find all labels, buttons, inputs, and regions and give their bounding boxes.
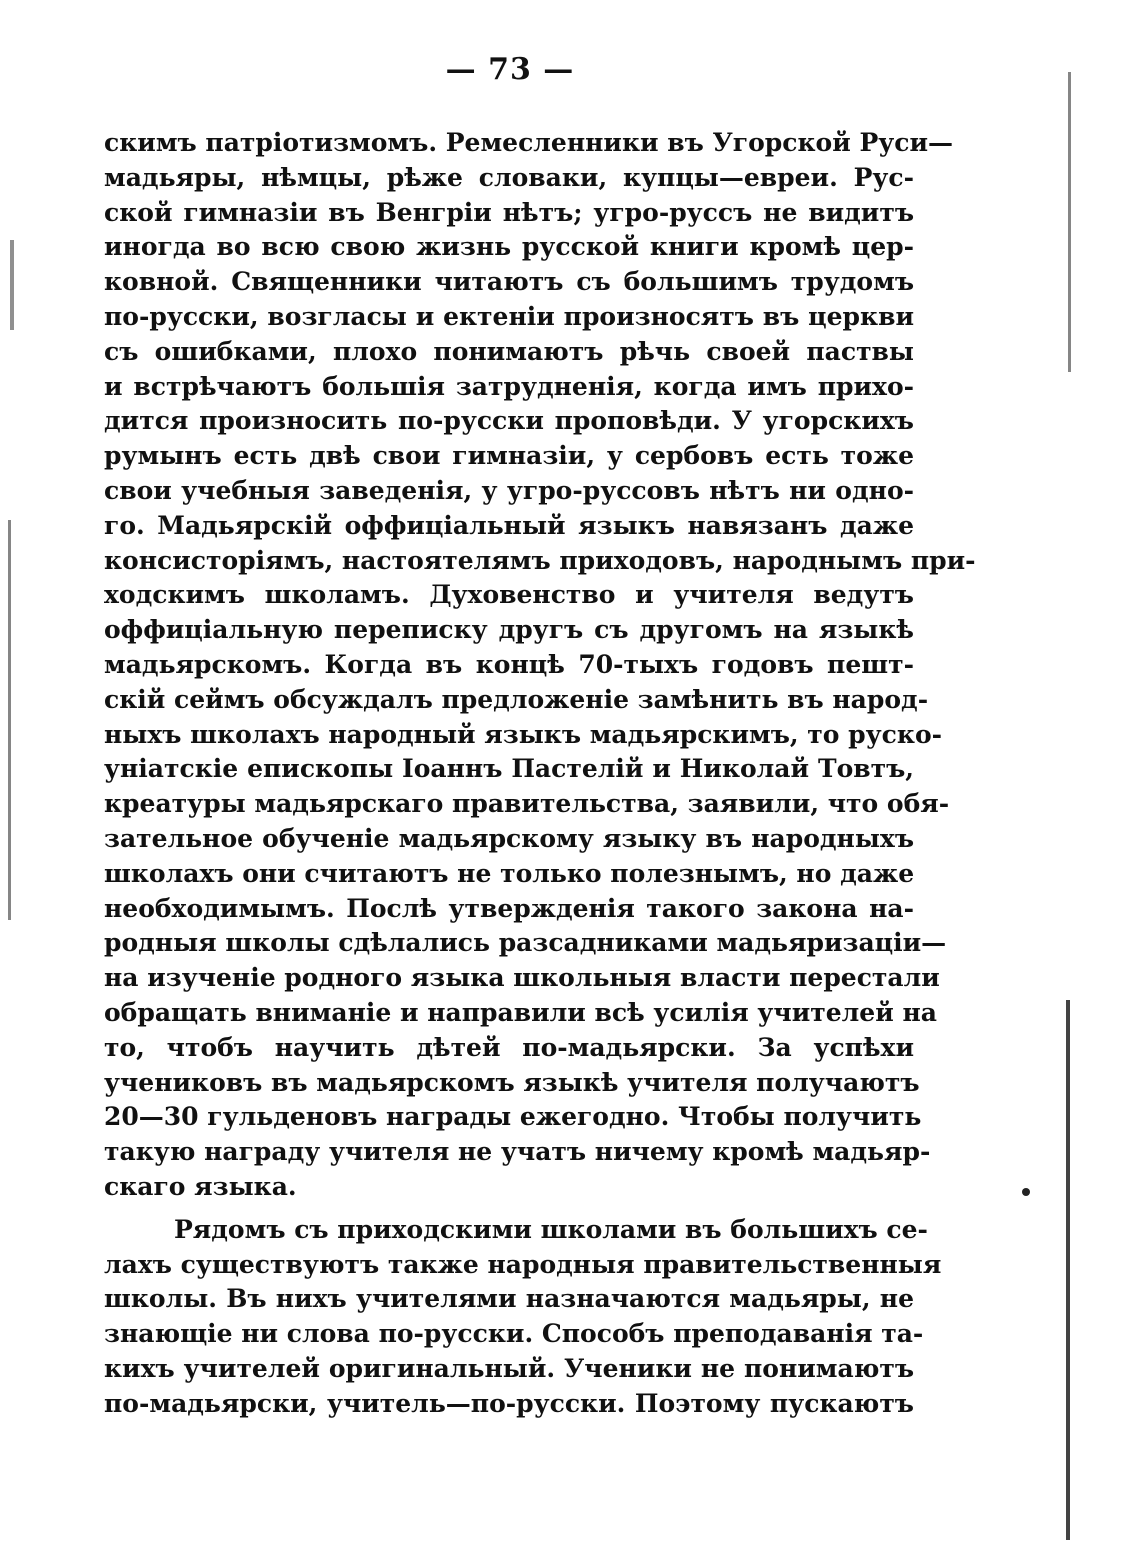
scan-edge-mark <box>1066 1000 1070 1540</box>
text-line: румынъ есть двѣ свои гимназіи, у сербовъ есть тоже <box>104 441 914 471</box>
text-line: 20—30 гульденовъ награды ежегодно. Чтобы получить <box>104 1102 922 1132</box>
text-line: скаго языка. <box>104 1171 297 1201</box>
text-line: скій сеймъ обсуждалъ предложеніе замѣнить въ народ- <box>104 684 929 714</box>
text-line: Рядомъ съ приходскими школами въ большихъ се- <box>174 1214 928 1244</box>
text-line: консисторіямъ, настоятелямъ приходовъ, народнымъ при- <box>104 545 976 575</box>
text-line: креатуры мадьярскаго правительства, заявили, что обя- <box>104 789 950 819</box>
text-line: иногда во всю свою жизнь русской книги кромѣ цер- <box>104 232 914 262</box>
text-line: зательное обученіе мадьярскому языку въ народныхъ <box>104 823 914 853</box>
text-line: ской гимназіи въ Венгріи нѣтъ; угро-руссъ не видитъ <box>104 197 914 227</box>
text-line: лахъ существуютъ также народныя правительственныя <box>104 1249 942 1279</box>
text-line: оффиціальную переписку другъ съ другомъ на языкѣ <box>104 615 914 645</box>
paragraph-gap <box>104 1205 914 1213</box>
text-line: мадьяры, нѣмцы, рѣже словаки, купцы—евреи. Рус- <box>104 162 914 192</box>
text-line: ковной. Священники читаютъ съ большимъ трудомъ <box>104 267 914 297</box>
paragraph-2 <box>104 1213 942 1422</box>
text-line: уніатскіе епископы Іоаннъ Пастелій и Николай Товтъ, <box>104 754 914 784</box>
body-text <box>104 126 976 1421</box>
text-line: по-мадьярски, учитель—по-русски. Поэтому пускаютъ <box>104 1388 914 1418</box>
scan-edge-mark <box>10 240 14 330</box>
text-line: такую награду учителя не учатъ ничему кромѣ мадьяр- <box>104 1137 931 1167</box>
text-line: скимъ патріотизмомъ. Ремесленники въ Угорской Руси— <box>104 128 954 157</box>
scan-edge-mark <box>8 520 11 920</box>
paragraph-1 <box>104 126 976 1205</box>
text-line: знающіе ни слова по-русски. Способъ преподаванія та- <box>104 1319 924 1349</box>
text-line: кихъ учителей оригинальный. Ученики не понимаютъ <box>104 1353 914 1383</box>
text-line: свои учебныя заведенія, у угро-руссовъ нѣтъ ни одно- <box>104 475 914 505</box>
text-line: ныхъ школахъ народный языкъ мадьярскимъ, то руско- <box>104 719 942 749</box>
text-line: школахъ они считаютъ не только полезнымъ, но даже <box>104 858 915 888</box>
text-line: на изученіе родного языка школьныя власти перестали <box>104 963 940 993</box>
text-line: необходимымъ. Послѣ утвержденія такого закона на- <box>104 893 914 923</box>
text-line: по-русски, возгласы и ектеніи произносятъ въ церкви <box>104 301 914 331</box>
text-line: то, чтобъ научить дѣтей по-мадьярски. За успѣхи <box>104 1032 914 1062</box>
text-line: съ ошибками, плохо понимаютъ рѣчь своей паствы <box>104 336 914 366</box>
page-number: — 73 — <box>445 52 575 87</box>
text-line: ходскимъ школамъ. Духовенство и учителя ведутъ <box>104 580 914 610</box>
scan-dot <box>1022 1188 1030 1196</box>
text-line: обращать вниманіе и направили всѣ усилія учителей на <box>104 997 937 1027</box>
text-line: мадьярскомъ. Когда въ концѣ 70-тыхъ годовъ пешт- <box>104 649 914 679</box>
text-line: го. Мадьярскій оффиціальный языкъ навязанъ даже <box>104 510 914 540</box>
text-line: и встрѣчаютъ большія затрудненія, когда имъ прихо- <box>104 371 914 401</box>
text-line: школы. Въ нихъ учителями назначаются мадьяры, не <box>104 1284 914 1314</box>
text-line: родныя школы сдѣлались разсадниками мадьяризаціи— <box>104 928 947 958</box>
scan-edge-mark <box>1068 72 1071 372</box>
text-line: дится произносить по-русски проповѣди. У угорскихъ <box>104 406 914 436</box>
text-line: учениковъ въ мадьярскомъ языкѣ учителя получаютъ <box>104 1067 920 1097</box>
